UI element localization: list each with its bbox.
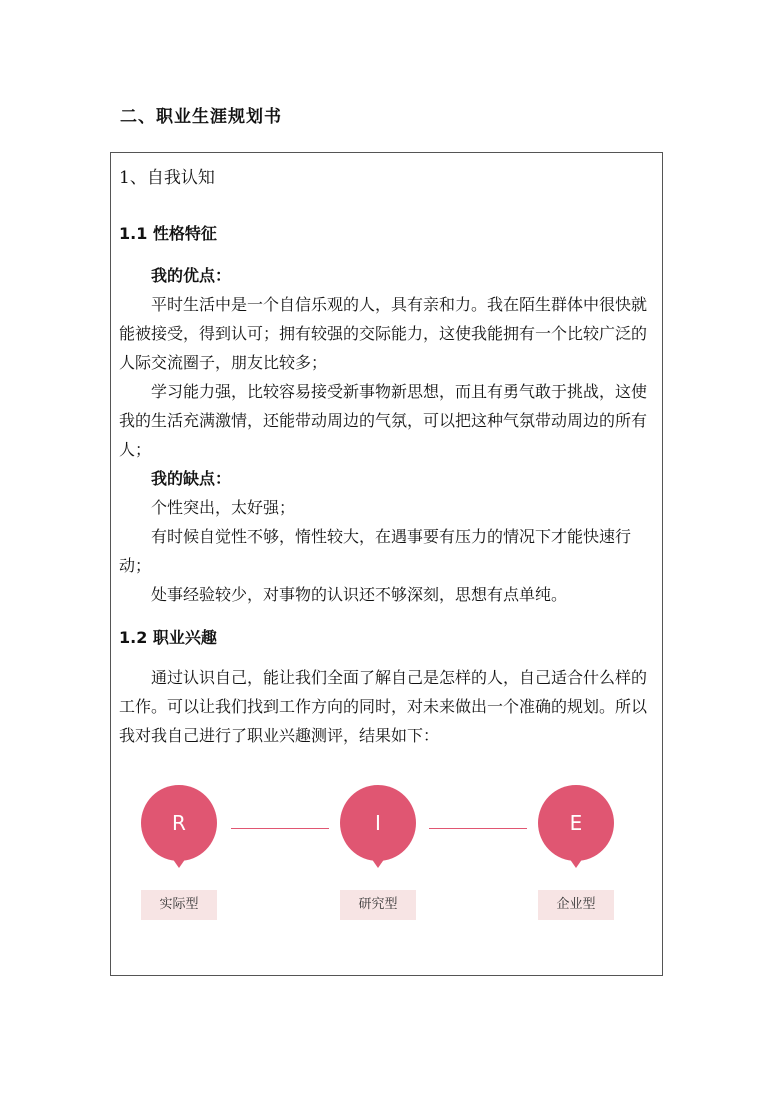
connector-line [231,828,329,829]
subsection-title: 性格特征 [152,224,217,243]
subsection-number: 1.1 [119,224,148,243]
riasec-circle: R [141,785,217,861]
self-assessment-text [119,261,656,609]
riasec-node-i [338,785,418,920]
riasec-node-e [536,785,616,920]
riasec-circle: E [538,785,614,861]
paragraph: 学习能力强，比较容易接受新事物新思想，而且有勇气敢于挑战，这使我的生活充满激情，还能带动周边的气氛，可以把这种气氛带动周边的所有人； [119,382,648,459]
subsection-heading [119,625,217,648]
weaknesses-label: 我的缺点： [151,469,232,488]
subsection-number: 1.2 [119,628,148,647]
page-heading: 二、职业生涯规划书 [120,107,282,127]
subsection-heading [119,221,217,244]
paragraph: 有时候自觉性不够，惰性较大，在遇事要有压力的情况下才能快速行动； [119,527,632,575]
paragraph: 处事经验较少，对事物的认识还不够深刻，思想有点单纯。 [151,585,568,604]
strengths-label: 我的优点： [151,266,232,285]
pointer-icon [371,858,385,868]
paragraph: 平时生活中是一个自信乐观的人，具有亲和力。我在陌生群体中很快就能被接受，得到认可；拥有较强的交际能力，这使我能拥有一个比较广泛的人际交流圈子，朋友比较多； [119,295,648,372]
interest-text [119,663,656,750]
paragraph: 通过认识自己，能让我们全面了解自己是怎样的人，自己适合什么样的工作。可以让我们找到工作方向的同时，对未来做出一个准确的规划。所以我对我自己进行了职业兴趣测评，结果如下： [119,668,648,745]
pointer-icon [172,858,186,868]
riasec-result-diagram [111,785,664,935]
riasec-label: 研究型 [340,890,416,920]
subsection-title: 职业兴趣 [152,628,217,647]
connector-line [429,828,527,829]
riasec-label: 实际型 [141,890,217,920]
riasec-node-r [139,785,219,920]
pointer-icon [569,858,583,868]
paragraph: 个性突出，太好强； [151,498,296,517]
content-box [110,152,663,976]
riasec-circle: I [340,785,416,861]
section-title: 1、自我认知 [119,168,215,188]
riasec-label: 企业型 [538,890,614,920]
